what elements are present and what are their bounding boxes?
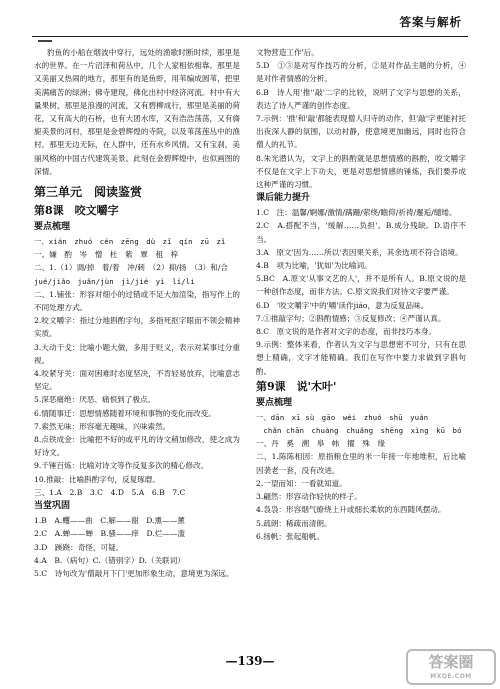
passage-paragraph: 豹鱼的小船在烟波中穿行，远处的渔歌时断时续，那里是水的世界。在一片沼泽和荷丛中，几个人家相依相靠。那里是又美丽又热闹的地方，那里有的是鱼虾，用苇编成圆苇，把里美满痛苦的绿洲；佛寺建现，佛化出村中经济河流。村中有大量果树，那里是浪漫的河流，又有碧柳成行，那里是美丽的荷花，又有高大的石桥，也有大团水库，又有浩浩荡荡，又有旖旎美景的河村，那里是金碧辉煌的寺院，以及苇荡莲丛中的渔村，那里无边无际，在人群中，还有水乡风情。又有宝刹，美丽风格的中国古代建筑美景。此刻在金碧辉煌中，也似画图的深情。 bbox=[34, 48, 240, 176]
practice-line: 4.A B.（病句）C.（错别字）D.（关联词） bbox=[34, 555, 185, 565]
answer-line: 3.大动干戈：比喻小题大做，多用于贬义，表示对某事过分重视。 bbox=[34, 342, 240, 365]
answer-line: 5.深恶痛绝：厌恶、痛恨到了极点。 bbox=[34, 395, 156, 405]
watermark-sub: MXQE.COM bbox=[430, 673, 472, 680]
left-column bbox=[34, 46, 240, 580]
page-number: —139— bbox=[225, 654, 275, 668]
extend-line: 6.D '咬文嚼字'中的'嚼'读作jiáo，意为反复品味。 bbox=[256, 300, 429, 310]
answer-line: 二、1.陈陈相因：原指粮仓里的米一年接一年地堆积，后比喻因袭老一套，没有改进。 bbox=[256, 452, 466, 475]
answer-line: 2.一望而知：一看就知道。 bbox=[256, 478, 347, 488]
lesson-9-title: 第9课 说'木叶' bbox=[256, 379, 337, 393]
extend-line: 1.C 注：温馨/婀娜/激情/蹒跚/萦绕/瞻仰/祈祷/邂逅/缱绻。 bbox=[256, 208, 457, 218]
extend-line: 9.示例：整体来看，作者认为文字与思想密不可分，只有在思想上精确，文字才能精确。我们在写作中要力求做到字斟句酌。 bbox=[256, 340, 466, 376]
answer-line: 二、1.铺张：形容对细小的过错或不足大加渲染，指写作上的不同处理方式。 bbox=[34, 289, 240, 313]
extend-line: 4.B 项为比喻，'犹如'为比喻词。 bbox=[256, 261, 372, 271]
answer-line: 8.朱光潜认为，文字上的斟酌就是思想情感的斟酌，咬文嚼字不仅是在文字上下功夫，更是对思想情感的锤炼，我们要养成这种严谨的习惯。 bbox=[256, 153, 466, 190]
practice-line: 5.C 诗句改为'僧敲月下门'更加形象生动，意境更为深远。 bbox=[34, 568, 234, 578]
section-after-class: 课后能力提升 bbox=[256, 193, 311, 204]
answer-line: 4.咬紧牙关：面对困难时态度坚决，不肯轻易放弃，比喻意志坚定。 bbox=[34, 369, 240, 392]
answer-line: jué/jiǎo juǎn/jùn jì/jié yì lí/li bbox=[34, 276, 195, 286]
answer-line: 2.咬文嚼字：指过分地斟酌字句，多指死抠字眼而不领会精神实质。 bbox=[34, 316, 240, 339]
practice-line: 3.D 蹊跷：奇怪，可疑。 bbox=[34, 542, 124, 552]
section-key-points: 要点梳理 bbox=[34, 222, 71, 233]
right-column bbox=[256, 46, 466, 543]
lesson-8-title: 第8课 咬文嚼字 bbox=[34, 204, 119, 218]
page-header bbox=[0, 0, 500, 40]
answer-line: 3.翩然：形容动作轻快的样子。 bbox=[256, 492, 362, 502]
answer-line: 三、1.A 2.B 3.C 4.D 5.A 6.B 7.C bbox=[34, 487, 186, 497]
answer-line: 二、1.（1）调/掉 着/着 冲/刺 （2）抑/扬 （3）和/合 bbox=[34, 263, 228, 273]
extend-line: 3.A 原文'因为……所以'表因果关系，其余选项不符合语境。 bbox=[256, 247, 463, 257]
answer-line: 9.千锤百炼：比喻对诗文等作反复多次的精心修改。 bbox=[34, 461, 209, 471]
answer-line: 4.袅袅：形容烟气缭绕上升或细长柔软的东西随风摆动。 bbox=[256, 505, 446, 515]
answer-line: 8.点铁成金：比喻把不好的或平凡的诗文稍加修改，使之成为好诗文。 bbox=[34, 435, 240, 458]
answer-line: 7.索然无味：形容毫无趣味，兴味索然。 bbox=[34, 421, 171, 431]
practice-line: 2.C A.蝉——蝉 B.骚——痒 D.烂——滥 bbox=[34, 529, 186, 539]
answer-line: 一、丹 奚 溯 皋 帏 擢 殊 缘 bbox=[256, 439, 386, 449]
extend-line: 8.C 原文说的是作者对文字的态度，而非技巧本身。 bbox=[256, 327, 437, 337]
answer-line: 10.推敲：比喻斟酌字句，反复琢磨。 bbox=[34, 474, 160, 484]
watermark-main: 答案圈 bbox=[428, 653, 474, 671]
header-title: 答案与解析 bbox=[399, 15, 462, 29]
answer-line: chǎn chān chuàng chuǎng shēng xìng kū bó bbox=[256, 426, 462, 436]
answer-line: 一、嫌 酌 岑 憎 杜 紫 覃 租 梓 bbox=[34, 250, 179, 260]
answer-line: 5.疏朗：稀疏而清朗。 bbox=[256, 518, 332, 528]
extend-line: 2.C A.搭配不当，'缓解……负担'。B.成分残缺。D.语序不当。 bbox=[256, 221, 466, 244]
answer-line: 6.B 诗人用'推''敲'二字的比较，说明了文字与思想的关系，表达了诗人严谨的创作态度。 bbox=[256, 87, 466, 110]
corner-mark bbox=[38, 40, 52, 42]
extend-line: 7.①推敲字句；②斟酌情感；③反复修改；④严谨认真。 bbox=[256, 313, 446, 323]
answer-line: 7.示例：'推'和'敲'都能表现僧人归寺的动作，但'敲'字更能衬托出夜深人静的氛围，以动衬静，使意境更加幽远，同时也符合僧人的礼节。 bbox=[256, 114, 466, 150]
extend-line: 5.BC A.原文'从事文艺的人'，并不是所有人。B.原文说的是一种创作态度，而非方法。C.原文说我们对待文字要严谨。 bbox=[256, 274, 466, 297]
pinyin-line: 一、xián zhuó cén zēng dù zǐ qín zū zǐ bbox=[34, 237, 226, 247]
answer-line: 6.情随事迁：思想情感随着环境和事物的变化而改变。 bbox=[34, 408, 216, 418]
answer-line: 6.扬帆：张起船帆。 bbox=[256, 531, 324, 541]
answer-line: 5.D ①③是对写作技巧的分析，②是对作品主题的分析，④是对作者情感的分析。 bbox=[256, 61, 466, 84]
answer-line: 文物营造工作'后。 bbox=[256, 48, 319, 57]
pinyin-line: 一、dān xī sù gāo wéi zhuó shū yuán bbox=[256, 412, 429, 422]
section-key-points-2: 要点梳理 bbox=[256, 397, 293, 408]
watermark-logo bbox=[406, 649, 496, 685]
practice-line: 1.B A.蠼——曲 C.解——谢 D.熏——薰 bbox=[34, 516, 185, 526]
section-practice: 当堂巩固 bbox=[34, 501, 71, 512]
unit-title: 第三单元 阅读鉴赏 bbox=[34, 185, 143, 200]
header-rule bbox=[32, 36, 468, 37]
